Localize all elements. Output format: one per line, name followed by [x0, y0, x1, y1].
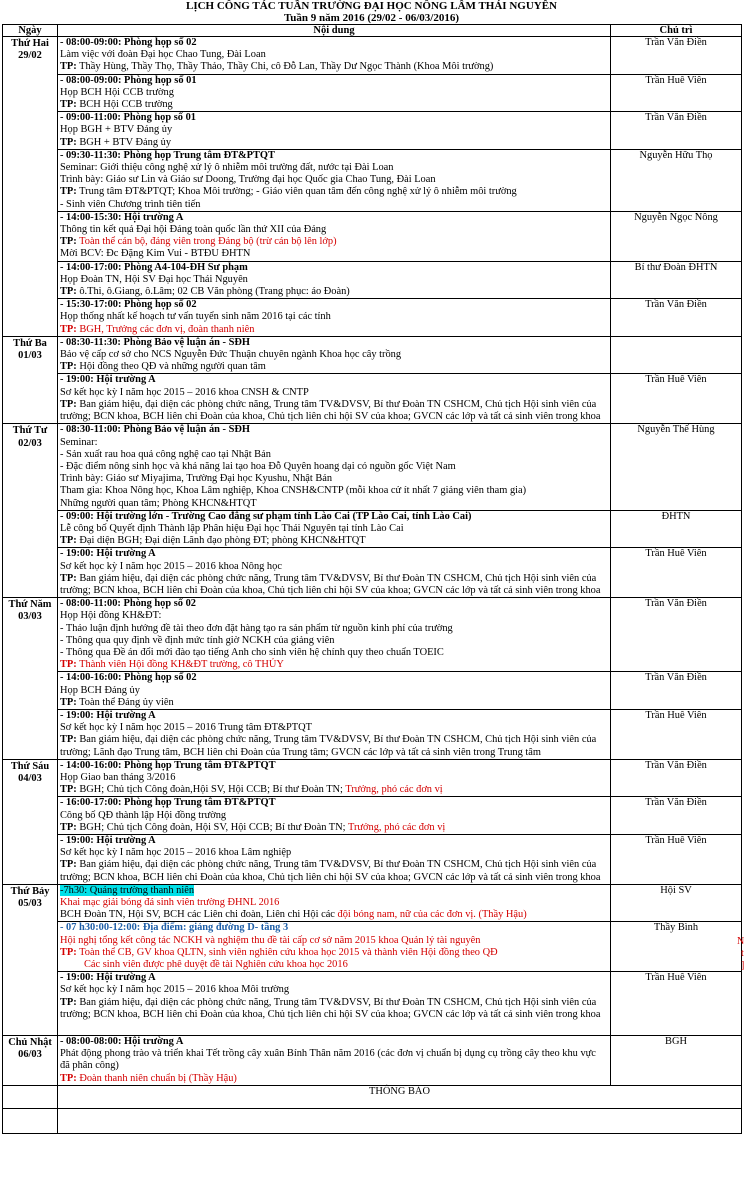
event-heading: - 15:30-17:00: Phòng họp số 02	[60, 299, 197, 311]
page-header	[0, 1, 743, 24]
event-cell	[58, 598, 611, 672]
tp-text: BGH; Chủ tịch Công đoàn, Hội SV, Hội CCB; Bí thư Đoàn TN;	[76, 821, 346, 833]
table-row	[3, 672, 742, 710]
chair-cell: Trần Văn Điền	[611, 759, 742, 797]
event-line: Hội nghị tổng kết công tác NCKH và nghiệm thu đề tài cấp cơ sở năm 2015 khoa Quản lý tài nguyên	[60, 934, 481, 946]
chair-cell: Trần Huê Viên	[611, 548, 742, 598]
page-subtitle: Tuần 9 năm 2016 (29/02 - 06/03/2016)	[283, 11, 459, 24]
tp-label: TP:	[60, 61, 77, 73]
event-cell	[58, 709, 611, 759]
event-line: - Thảo luận định hướng đề tài theo đơn đặt hàng tạo ra sản phẩm từ nguồn kinh phí của trường	[60, 622, 453, 634]
event-cell	[58, 261, 611, 299]
event-cell	[58, 299, 611, 337]
tp-label: TP:	[60, 572, 77, 584]
event-heading: - 08:00-11:00: Phòng họp số 02	[60, 598, 196, 610]
day-date: 06/03	[18, 1049, 42, 1061]
day-name: Thứ Bảy	[10, 885, 50, 897]
tp-label: TP:	[60, 821, 77, 833]
table-row	[3, 1085, 742, 1108]
day-date: 29/02	[18, 50, 42, 62]
column-header-chair: Chủ trì	[611, 25, 742, 37]
event-heading: - 08:00-09:00: Phòng họp số 02	[60, 37, 197, 48]
day-name: Thứ Tư	[12, 425, 48, 437]
event-cell	[58, 1036, 611, 1086]
page-title: LỊCH CÔNG TÁC TUẦN TRƯỜNG ĐẠI HỌC NÔNG LÂM THÁI NGUYÊN	[186, 0, 557, 12]
day-name: Thứ Ba	[13, 337, 47, 349]
event-participants	[60, 324, 608, 336]
event-cell	[58, 548, 611, 598]
event-participants	[60, 186, 608, 198]
table-row	[3, 1108, 742, 1133]
event-line: Các sinh viên được phê duyệt đề tài Nghiên cứu khoa học 2016	[84, 959, 348, 971]
day-cell-tuesday	[3, 336, 58, 423]
chair-cell: Nguyễn Thế Hùng	[611, 424, 742, 510]
event-heading: - 08:30-11:30: Phòng Bảo vệ luận án - SĐH	[60, 336, 250, 348]
tp-text: BGH; Chủ tịch Công đoàn,Hội SV, Hội CCB; Bí thư Đoàn TN;	[76, 784, 343, 796]
event-heading: - 09:00: Hội trường lớn - Trường Cao đẳng sư phạm tỉnh Lào Cai (TP Lào Cai, tỉnh Lào Cai)	[60, 510, 472, 522]
table-row	[3, 884, 742, 922]
table-row	[3, 548, 742, 598]
tp-label: TP:	[60, 398, 77, 410]
event-heading: - 08:30-11:00: Phòng Bảo vệ luận án - SĐH	[60, 424, 250, 436]
event-cell	[58, 835, 611, 885]
event-line: Họp BCH Đảng ủy	[60, 684, 140, 696]
event-participants	[60, 99, 608, 111]
day-date: 03/03	[18, 611, 42, 623]
tp-label: TP:	[60, 535, 77, 547]
event-cell	[58, 74, 611, 112]
tp-text: Thành viên Hội đồng KH&ĐT trường, cô THỦY	[76, 659, 284, 671]
event-line: - Thông qua Đề án đổi mới đào tạo tiếng Anh cho sinh viên hệ chính quy theo chuẩn TOEIC	[60, 646, 444, 658]
tp-label: TP:	[60, 946, 77, 958]
chair-cell: Trần Huê Viên	[611, 972, 742, 1036]
event-line: Seminar:	[60, 436, 98, 448]
tp-label: TP:	[60, 1072, 77, 1084]
table-row	[3, 1036, 742, 1086]
event-cell	[58, 37, 611, 75]
table-row	[3, 261, 742, 299]
event-cell	[58, 672, 611, 710]
tp-text: Ban giám hiệu, đại diện các phòng chức năng, Trung tâm TV&DVSV, Bí thư Đoàn TN CSHCM, Chủ tịch Hội sinh viên của trường; BCN khoa, BCH liên chi Đoàn của khoa, Chủ tịch liên chi hội SV của khoa; GVCN các lớp và tất cả sinh viên trong khoa	[60, 572, 601, 596]
tp-label: TP:	[60, 136, 77, 148]
event-participants	[60, 659, 608, 671]
event-line: Họp BGH + BTV Đảng ủy	[60, 124, 173, 136]
event-line: Làm việc với đoàn Đại học Chao Tung, Đài Loan	[60, 49, 266, 61]
table-row	[3, 922, 742, 972]
table-row	[3, 510, 742, 548]
table-row	[3, 797, 742, 835]
side-note	[737, 936, 744, 972]
event-heading: - 14:00-16:00: Phòng họp số 02	[60, 672, 197, 684]
event-heading: - 14:00-15:30: Hội trường A	[60, 211, 184, 223]
tp-text: Đại diện BGH; Đại diện Lãnh đạo phòng ĐT; phòng KHCN&HTQT	[76, 535, 366, 547]
tp-label: TP:	[60, 859, 77, 871]
event-line: Phát động phong trào và triển khai Tết trồng cây xuân Bính Thân năm 2016 (các đơn vị chuẩn bị dụng cụ trồng cây theo khu vực đã phân công)	[60, 1048, 596, 1072]
tp-text: Ban giám hiệu, đại diện các phòng chức năng, Trung tâm TV&DVSV, Bí thư Đoàn TN CSHCM, Chủ tịch Hội sinh viên của trường; BCN khoa, BCH liên chi Đoàn của khoa, Chủ tịch liên chi hội SV của khoa; GVCN các lớp và tất cả sinh viên trong khoa	[60, 859, 601, 883]
day-cell-saturday	[3, 884, 58, 1035]
event-participants	[60, 361, 608, 373]
event-heading: - 14:00-17:00: Phòng A4-104-ĐH Sư phạm	[60, 261, 248, 273]
tp-text: Trung tâm ĐT&PTQT; Khoa Môi trường; - Giáo viên quan tâm đến công nghệ xử lý ô nhiễm môi trường	[76, 186, 517, 198]
event-line: Sơ kết học kỳ I năm học 2015 – 2016 khoa Nông học	[60, 560, 282, 572]
day-date: 04/03	[18, 772, 42, 784]
event-heading: - 07 h30:00-12:00: Địa điểm: giảng đường D- tầng 3	[60, 922, 289, 934]
event-line: Họp Giao ban tháng 3/2016	[60, 771, 176, 783]
event-line: Tham gia: Khoa Nông học, Khoa Lâm nghiệp, Khoa CNSH&CNTP (mỗi khoa cử ít nhất 7 giảng viên tham gia)	[60, 485, 527, 497]
event-heading: - 19:00: Hội trường A	[60, 835, 156, 846]
event-participants	[60, 1073, 608, 1085]
tp-label: TP:	[60, 659, 77, 671]
event-cell	[58, 510, 611, 548]
chair-cell: Trần Huê Viên	[611, 74, 742, 112]
event-heading: - 08:00-09:00: Phòng họp số 01	[60, 74, 197, 86]
table-row	[3, 972, 742, 1036]
day-date: 01/03	[18, 350, 42, 362]
table-row	[3, 37, 742, 75]
table-row	[3, 74, 742, 112]
chair-cell: Trần Huê Viên	[611, 835, 742, 885]
day-cell-wednesday	[3, 424, 58, 598]
chair-cell: BGH	[611, 1036, 742, 1086]
tp-text: Toàn thể cán bộ, đảng viên trong Đảng bộ (trừ cán bộ lên lớp)	[76, 236, 337, 248]
event-participants	[60, 697, 608, 709]
side-note-line: t	[741, 948, 744, 959]
tp-label: TP:	[60, 99, 77, 111]
table-row	[3, 598, 742, 672]
column-header-content: Nội dung	[58, 25, 611, 37]
table-row	[3, 374, 742, 424]
tp-text-highlight: Trưởng, phó các đơn vị	[342, 784, 443, 796]
tp-text: Ban giám hiệu, đại diện các phòng chức năng, Trung tâm TV&DVSV, Bí thư Đoàn TN CSHCM, Chủ tịch Hội sinh viên của trường; BCN khoa, BCH liên chi Đoàn của khoa, Chủ tịch liên chi hội SV của khoa; GVCN các lớp và tất cả sinh viên trong khoa	[60, 398, 601, 423]
event-cell	[58, 759, 611, 797]
event-participants	[60, 399, 608, 423]
event-heading: - 19:00: Hội trường A	[60, 972, 156, 984]
tp-text: BCH Hội CCB trường	[76, 99, 173, 111]
tp-text: Ban giám hiệu, đại diện các phòng chức năng, Trung tâm TV&DVSV, Bí thư Đoàn TN CSHCM, Chủ tịch Hội sinh viên của trường; BCN khoa, BCH liên chi Đoàn của khoa, Chủ tịch liên chi hội SV của khoa; GVCN các lớp và tất cả sinh viên trong khoa	[60, 996, 601, 1020]
chair-cell	[611, 336, 742, 374]
tp-label: TP:	[60, 784, 77, 796]
event-participants	[60, 137, 608, 149]
chair-cell: ĐHTN	[611, 510, 742, 548]
chair-cell: Trần Huê Viên	[611, 709, 742, 759]
event-participants	[60, 236, 608, 248]
event-heading: -7h30: Quảng trường thanh niên	[60, 884, 195, 896]
day-name: Thứ Hai	[11, 38, 49, 49]
event-line-highlight: đội bóng nam, nữ của các đơn vị. (Thầy Hậu)	[334, 909, 527, 921]
event-cell	[58, 884, 611, 922]
table-row	[3, 709, 742, 759]
tp-label: TP:	[60, 996, 77, 1008]
event-line: Sơ kết học kỳ I năm học 2015 – 2016 khoa CNSH & CNTP	[60, 386, 309, 398]
notice-day-cell	[3, 1085, 58, 1108]
event-participants	[60, 286, 608, 298]
event-line: - Đặc điểm nông sinh học và khả năng lai tạo hoa Đỗ Quyên hoang dại có nguồn gốc Việt Nam	[60, 460, 456, 472]
tp-label: TP:	[60, 734, 77, 746]
table-row	[3, 299, 742, 337]
chair-cell: Nguyễn Hữu Thọ	[611, 149, 742, 211]
event-line: Sơ kết học kỳ I năm học 2015 – 2016 Trung tâm ĐT&PTQT	[60, 722, 312, 734]
chair-cell: Trần Văn Điền	[611, 37, 742, 75]
event-line: Những người quan tâm; Phòng KHCN&HTQT	[60, 497, 257, 509]
event-cell	[58, 972, 611, 1036]
event-participants	[60, 822, 608, 834]
event-participants	[60, 61, 608, 73]
table-row	[3, 149, 742, 211]
event-line: Họp thống nhất kế hoạch tư vấn tuyển sinh năm 2016 tại các tỉnh	[60, 311, 331, 323]
event-heading: - 19:00: Hội trường A	[60, 374, 156, 386]
day-cell-sunday	[3, 1036, 58, 1086]
event-participants	[60, 947, 608, 959]
day-date: 02/03	[18, 437, 42, 449]
event-line	[60, 909, 608, 921]
event-line: Trình bày: Giáo sư Miyajima, Trường Đại học Kyushu, Nhật Bản	[60, 473, 333, 485]
day-name: Thứ Năm	[8, 599, 52, 611]
day-name: Chủ Nhật	[8, 1037, 52, 1049]
tp-label: TP:	[60, 286, 77, 298]
event-heading: - 14:00-16:00: Phòng họp Trung tâm ĐT&PTQT	[60, 759, 276, 771]
event-line: Công bố QĐ thành lập Hội đồng trường	[60, 809, 227, 821]
table-header-row	[3, 25, 742, 37]
chair-cell: Nguyễn Ngọc Nông	[611, 211, 742, 261]
event-cell	[58, 797, 611, 835]
event-participants	[60, 859, 608, 883]
blank-cell	[58, 1108, 742, 1133]
tp-text: Toàn thể CB, GV khoa QLTN, sinh viên nghiên cứu khoa học 2015 và thành viên Hội đồng theo QĐ	[76, 946, 498, 958]
chair-cell: Trần Văn Điền	[611, 672, 742, 710]
chair-cell: Thầy Bình	[611, 922, 742, 972]
tp-text: Thầy Hùng, Thầy Thọ, Thầy Thảo, Thầy Chi, cô Đỗ Lan, Thầy Dư Ngọc Thành (Khoa Môi trường)	[76, 61, 494, 73]
notice-heading: THÔNG BÁO	[369, 1085, 430, 1097]
event-line: Bảo vệ cấp cơ sở cho NCS Nguyễn Đức Thuận chuyên ngành Khoa học cây trồng	[60, 349, 402, 361]
tp-text: Ban giám hiệu, đại diện các phòng chức năng, Trung tâm TV&DVSV, Bí thư Đoàn TN CSHCM, Chủ tịch Hội sinh viên của trường; Lãnh đạo Trung tâm, BCH liên chi Đoàn của Trung tâm; GVCN các lớp và tất cả sinh viên trong Trung tâm	[60, 734, 597, 758]
table-row	[3, 112, 742, 150]
event-line: Họp BCH Hội CCB trường	[60, 86, 174, 98]
tp-label: TP:	[60, 186, 77, 198]
table-row	[3, 336, 742, 374]
event-line: Thông tin kết quả Đại hội Đảng toàn quốc lần thứ XII của Đảng	[60, 224, 327, 236]
event-participants	[60, 573, 608, 597]
event-line: - Sinh viên Chương trình tiên tiến	[60, 198, 201, 210]
event-line: Seminar: Giới thiệu công nghệ xử lý ô nhiễm môi trường đất, nước tại Đài Loan	[60, 162, 394, 174]
chair-cell: Trần Văn Điền	[611, 797, 742, 835]
event-line: Họp Hội đồng KH&ĐT:	[60, 610, 162, 622]
chair-cell: Trần Huê Viên	[611, 374, 742, 424]
tp-text: BGH + BTV Đảng ủy	[76, 136, 172, 148]
tp-label: TP:	[60, 236, 77, 248]
event-line: Sơ kết học kỳ I năm học 2015 – 2016 khoa Lâm nghiệp	[60, 847, 292, 859]
event-cell	[58, 374, 611, 424]
tp-text: Toàn thể Đảng ủy viên	[76, 696, 174, 708]
event-line: - Sản xuất rau hoa quả công nghệ cao tại Nhật Bản	[60, 448, 271, 460]
day-date: 05/03	[18, 898, 42, 910]
event-cell	[58, 112, 611, 150]
chair-cell: Bí thư Đoàn ĐHTN	[611, 261, 742, 299]
tp-text: ô.Thi, ô.Giang, ô.Lâm; 02 CB Văn phòng (Trang phục: áo Đoàn)	[76, 286, 350, 298]
chair-cell: Trần Văn Điền	[611, 112, 742, 150]
event-heading: - 08:00-08:00: Hội trường A	[60, 1036, 184, 1048]
side-note-line	[737, 960, 744, 972]
notice-cell	[58, 1085, 742, 1108]
event-line: Họp Đoàn TN, Hội SV Đại học Thái Nguyên	[60, 273, 248, 285]
event-line: - Thông qua quy định về định mức tính giờ NCKH của giảng viên	[60, 634, 335, 646]
schedule-table	[2, 24, 742, 1134]
event-heading: - 09:00-11:00: Phòng họp số 01	[60, 112, 196, 124]
event-line: Lễ công bố Quyết định Thành lập Phân hiệu Đại học Thái Nguyên tại tỉnh Lào Cai	[60, 522, 404, 534]
day-cell-thursday	[3, 598, 58, 760]
blank-cell	[3, 1108, 58, 1133]
event-line: Mời BCV: Đc Đặng Kim Vui - BTĐU ĐHTN	[60, 248, 251, 260]
event-heading: - 19:00: Hội trường A	[60, 709, 156, 721]
tp-label: TP:	[60, 361, 77, 373]
tp-text: Đoàn thanh niên chuẩn bị (Thầy Hậu)	[76, 1072, 237, 1084]
event-cell	[58, 211, 611, 261]
event-line: Khai mạc giải bóng đá sinh viên trường ĐHNL 2016	[60, 897, 280, 909]
event-participants	[60, 535, 608, 547]
chair-cell: Hội SV	[611, 884, 742, 922]
side-note-line: N	[737, 936, 744, 947]
event-line: Sơ kết học kỳ I năm học 2015 – 2016 khoa Môi trường	[60, 984, 290, 996]
tp-text-highlight: Trưởng, phó các đơn vị	[345, 821, 446, 833]
table-row	[3, 424, 742, 510]
event-heading: - 09:30-11:30: Phòng họp Trung tâm ĐT&PTQT	[60, 149, 275, 161]
tp-text: BGH, Trưởng các đơn vị, đoàn thanh niên	[76, 323, 255, 335]
tp-label: TP:	[60, 696, 77, 708]
event-participants	[60, 784, 608, 796]
event-cell	[58, 336, 611, 374]
day-cell-friday	[3, 759, 58, 884]
table-row	[3, 211, 742, 261]
event-cell	[58, 424, 611, 510]
day-name: Thứ Sáu	[10, 760, 50, 772]
event-cell	[58, 149, 611, 211]
event-participants	[60, 997, 608, 1021]
event-cell	[58, 922, 611, 972]
table-row	[3, 835, 742, 885]
event-heading: - 16:00-17:00: Phòng họp Trung tâm ĐT&PTQT	[60, 797, 276, 809]
event-heading: - 19:00: Hội trường A	[60, 548, 156, 560]
column-header-day: Ngày	[3, 25, 58, 37]
event-line-text: BCH Đoàn TN, Hội SV, BCH các Liên chi đoàn, Liên chi Hội các	[60, 909, 335, 921]
chair-cell: Trần Văn Điền	[611, 299, 742, 337]
event-line: Trình bày: Giáo sư Lin và Giáo sư Doong, Trường đại học Quốc gia Chao Tung, Đài Loan	[60, 174, 436, 186]
table-row	[3, 759, 742, 797]
day-cell-monday	[3, 37, 58, 337]
tp-text: Hội đồng theo QĐ và những người quan tâm	[76, 361, 266, 373]
chair-cell: Trần Văn Điền	[611, 598, 742, 672]
event-participants	[60, 734, 608, 758]
tp-label: TP:	[60, 323, 77, 335]
